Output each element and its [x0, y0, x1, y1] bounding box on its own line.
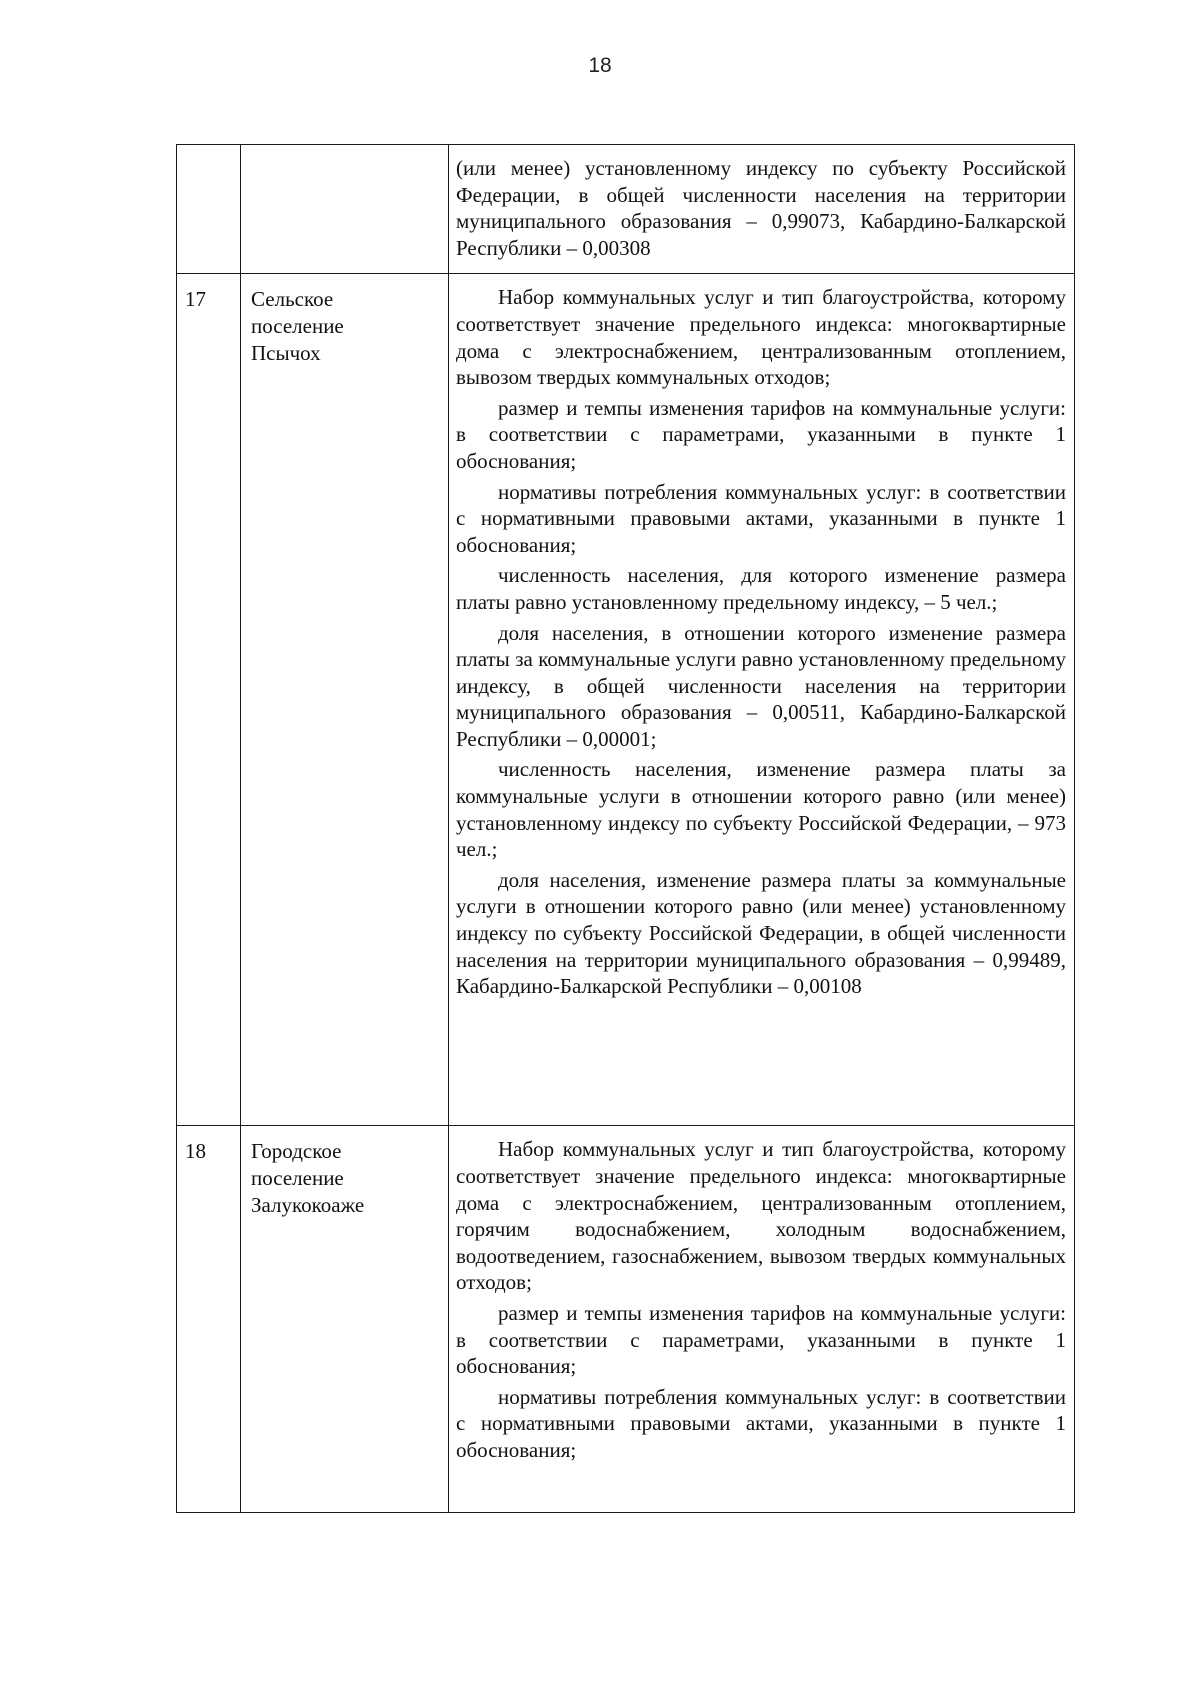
content-paragraph: Набор коммунальных услуг и тип благоустройства, которому соответствует значение предельного индекса: многоквартирные дома с электроснабжением, централизованным отоплением, горячим водоснабжением, холодным водоснабжением, водоотведением, газоснабжением, вывозом твердых коммунальных отходов; — [456, 1137, 1066, 1295]
content-paragraph: Набор коммунальных услуг и тип благоустройства, которому соответствует значение предельного индекса: многоквартирные дома с электроснабжением, централизованным отоплением, вывозом твердых коммунальных отходов; — [456, 285, 1066, 390]
content-paragraph: размер и темпы изменения тарифов на коммунальные услуги: в соответствии с параметрами, указанными в пункте 1 обоснования; — [456, 395, 1066, 473]
content-paragraph: нормативы потребления коммунальных услуг: в соответствии с нормативными правовыми актами, указанными в пункте 1 обоснования; — [456, 1384, 1066, 1462]
content-paragraph: численность населения, изменение размера платы за коммунальные услуги в отношении которого равно (или менее) установленному индексу по субъекту Российской Федерации, – 973 чел.; — [456, 757, 1066, 862]
municipality-name — [241, 274, 449, 1126]
table-row — [177, 1126, 1075, 1513]
content-paragraph: доля населения, в отношении которого изменение размера платы за коммунальные услуги равно установленному предельному индексу, в общей численности населения на территории муниципального образования – 0,00511, Кабардино-Балкарской Республики – 0,00001; — [456, 620, 1066, 751]
municipal-index-table — [176, 144, 1075, 1513]
table-row — [177, 145, 1075, 274]
municipality-name-line: поселение — [251, 313, 344, 338]
row-number — [177, 145, 241, 274]
municipality-name — [241, 145, 449, 274]
municipality-name-line: Городское — [251, 1139, 342, 1164]
page-number: 18 — [588, 54, 612, 77]
row-content — [449, 145, 1075, 274]
table-row — [177, 274, 1075, 1126]
row-number: 18 — [177, 1126, 241, 1513]
content-paragraph: (или менее) установленному индексу по субъекту Российской Федерации, в общей численности населения на территории муниципального образования – 0,99073, Кабардино-Балкарской Республики – 0,00308 — [456, 156, 1066, 260]
municipality-name — [241, 1126, 449, 1513]
row-content — [449, 1126, 1075, 1513]
row-number: 17 — [177, 274, 241, 1126]
content-paragraph: численность населения, для которого изменение размера платы равно установленному предельному индексу, – 5 чел.; — [456, 563, 1066, 614]
content-paragraph: размер и темпы изменения тарифов на коммунальные услуги: в соответствии с параметрами, указанными в пункте 1 обоснования; — [456, 1300, 1066, 1379]
municipality-name-line: поселение — [251, 1165, 344, 1190]
municipality-name-line: Псычох — [251, 340, 321, 365]
row-content — [449, 274, 1075, 1126]
content-paragraph: доля населения, изменение размера платы за коммунальные услуги в отношении которого равно (или менее) установленному индексу по субъекту Российской Федерации, в общей численности населения на территории муниципального образования – 0,99489, Кабардино-Балкарской Республики – 0,00108 — [456, 867, 1066, 999]
municipality-name-line: Сельское — [251, 287, 334, 312]
content-paragraph: нормативы потребления коммунальных услуг: в соответствии с нормативными правовыми актами, указанными в пункте 1 обоснования; — [456, 479, 1066, 557]
municipality-name-line: Залукокоаже — [251, 1192, 365, 1217]
